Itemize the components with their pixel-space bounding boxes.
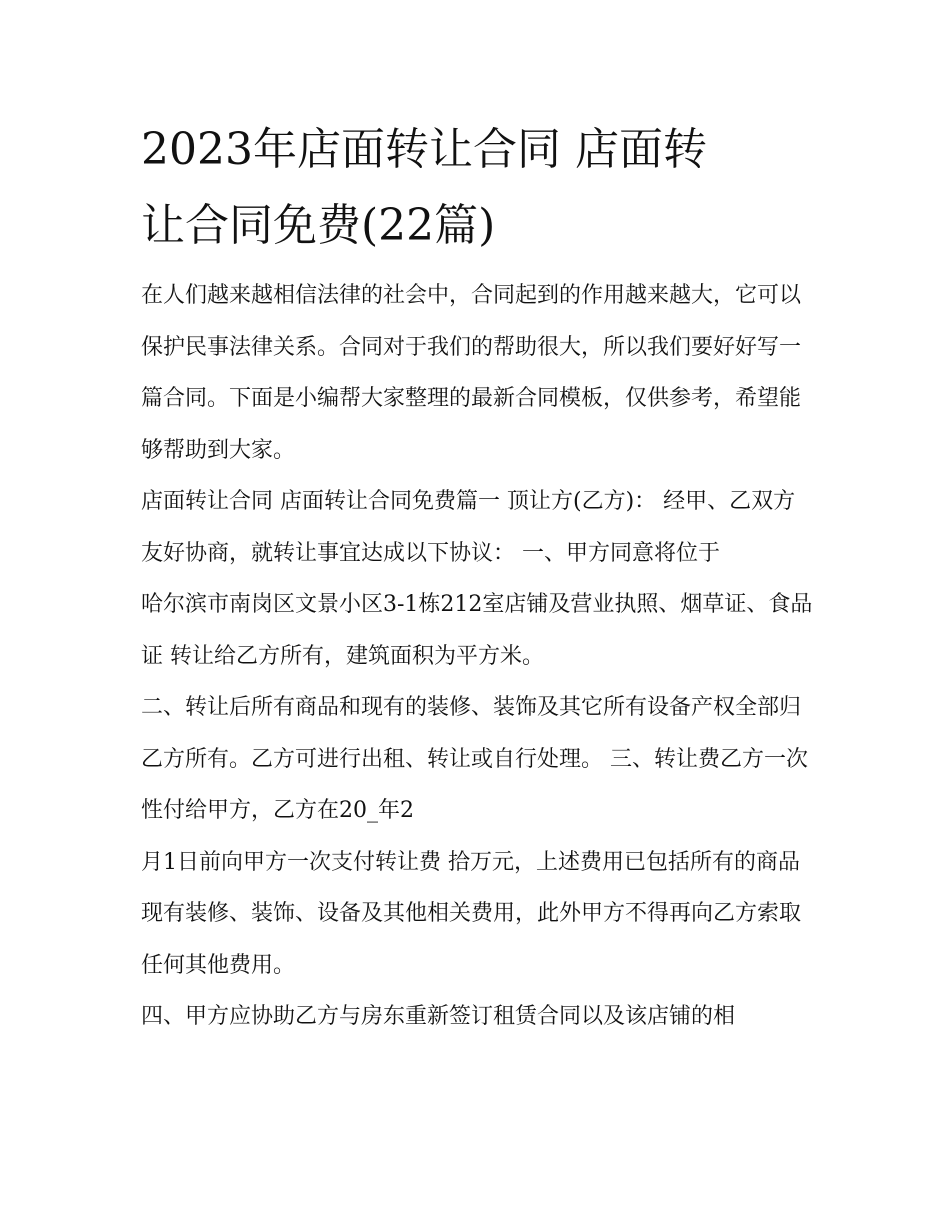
paragraph-part-1: 店面转让合同 店面转让合同免费篇一 顶让方(乙方)： 经甲、乙双方友好协商，就转让事宜达成以下协议： 一、甲方同意将位于: [141, 489, 796, 566]
paragraph-location: 哈尔滨市南岗区文景小区3-1栋212室店铺及营业执照、烟草证、食品证 转让给乙方所有，建筑面积为平方米。: [141, 592, 813, 669]
document-page: [141, 112, 813, 1043]
document-title: [141, 112, 813, 264]
paragraph-clause-2-3: 二、转让后所有商品和现有的装修、装饰及其它所有设备产权全部归乙方所有。乙方可进行出租、转让或自行处理。 三、转让费乙方一次性付给甲方，乙方在20_年2: [141, 695, 808, 823]
paragraph-clause-4: 四、甲方应协助乙方与房东重新签订租赁合同以及该店铺的相: [141, 1004, 736, 1029]
title-line-1: 2023年店面转让合同 店面转: [141, 124, 707, 175]
paragraph-intro: 在人们越来越相信法律的社会中，合同起到的作用越来越大，它可以保护民事法律关系。合同对于我们的帮助很大，所以我们要好好写一篇合同。下面是小编帮大家整理的最新合同模板，仅供参考，希望能够帮助到大家。: [141, 283, 802, 463]
paragraph-payment: 月1日前向甲方一次支付转让费 拾万元，上述费用已包括所有的商品现有装修、装饰、设备及其他相关费用，此外甲方不得再向乙方索取任何其他费用。: [141, 849, 802, 978]
title-line-2: 让合同免费(22篇): [141, 200, 496, 251]
